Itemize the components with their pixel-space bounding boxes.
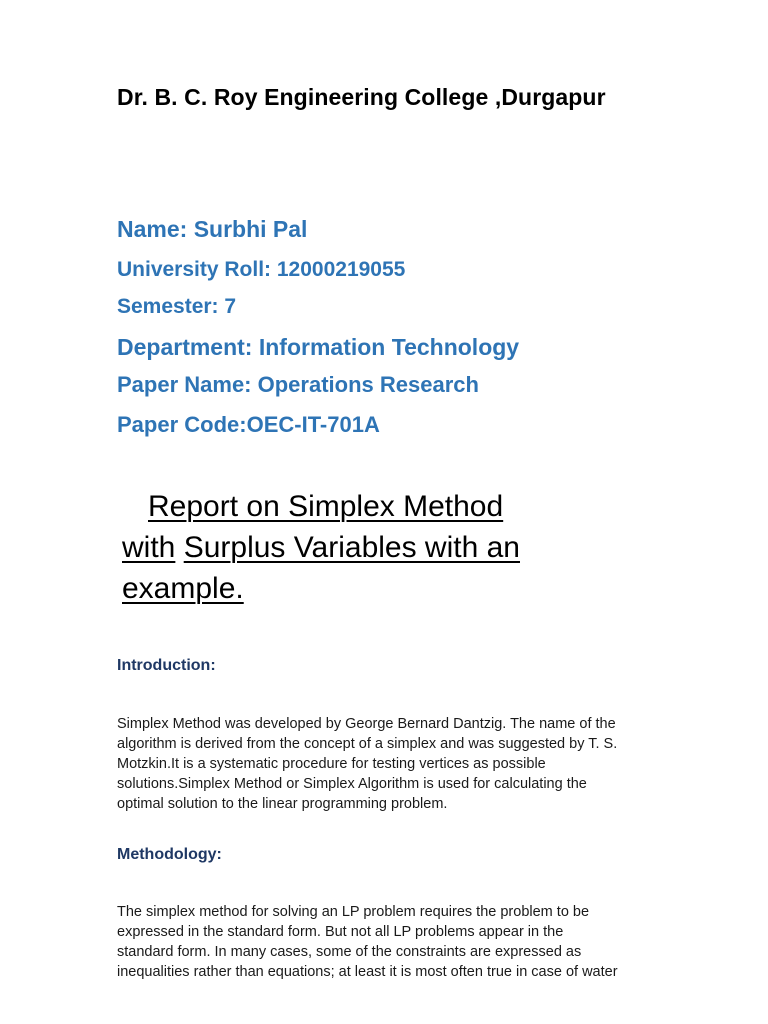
introduction-heading: Introduction: xyxy=(117,657,216,674)
report-title-line-1-text: Report on Simplex Method xyxy=(148,490,504,523)
methodology-heading: Methodology: xyxy=(117,846,222,863)
semester: Semester: 7 xyxy=(117,295,237,318)
paragraph-line: solutions.Simplex Method or Simplex Algorithm is used for calculating the xyxy=(117,776,587,792)
paper-name: Paper Name: Operations Research xyxy=(117,372,479,397)
report-title-line-2-with: with xyxy=(122,531,176,564)
paragraph-line: optimal solution to the linear programming problem. xyxy=(117,796,448,812)
report-title-line-3 xyxy=(122,568,722,609)
paragraph-line: expressed in the standard form. But not all LP problems appear in the xyxy=(117,924,564,940)
department: Department: Information Technology xyxy=(117,334,520,360)
paragraph-line: Simplex Method was developed by George Bernard Dantzig. The name of the xyxy=(117,716,616,732)
paragraph-line: inequalities rather than equations; at least it is most often true in case of water xyxy=(117,964,618,980)
report-title xyxy=(122,486,722,609)
methodology-paragraph xyxy=(117,902,677,982)
report-title-line-3-text: example. xyxy=(122,572,244,605)
report-title-line-2-text: Surplus Variables with an xyxy=(183,531,520,564)
paragraph-line: The simplex method for solving an LP problem requires the problem to be xyxy=(117,904,590,920)
paragraph-line: algorithm is derived from the concept of a simplex and was suggested by T. S. xyxy=(117,736,618,752)
university-roll: University Roll: 12000219055 xyxy=(117,258,406,281)
paper-code: Paper Code:OEC-IT-701A xyxy=(117,412,380,437)
report-title-line-2 xyxy=(122,527,722,568)
student-name: Name: Surbhi Pal xyxy=(117,216,308,242)
college-name: Dr. B. C. Roy Engineering College ,Durgapur xyxy=(117,84,606,110)
introduction-paragraph xyxy=(117,714,677,814)
paragraph-line: standard form. In many cases, some of the constraints are expressed as xyxy=(117,944,582,960)
report-title-line-1 xyxy=(122,486,722,527)
paragraph-line: Motzkin.It is a systematic procedure for testing vertices as possible xyxy=(117,756,546,772)
